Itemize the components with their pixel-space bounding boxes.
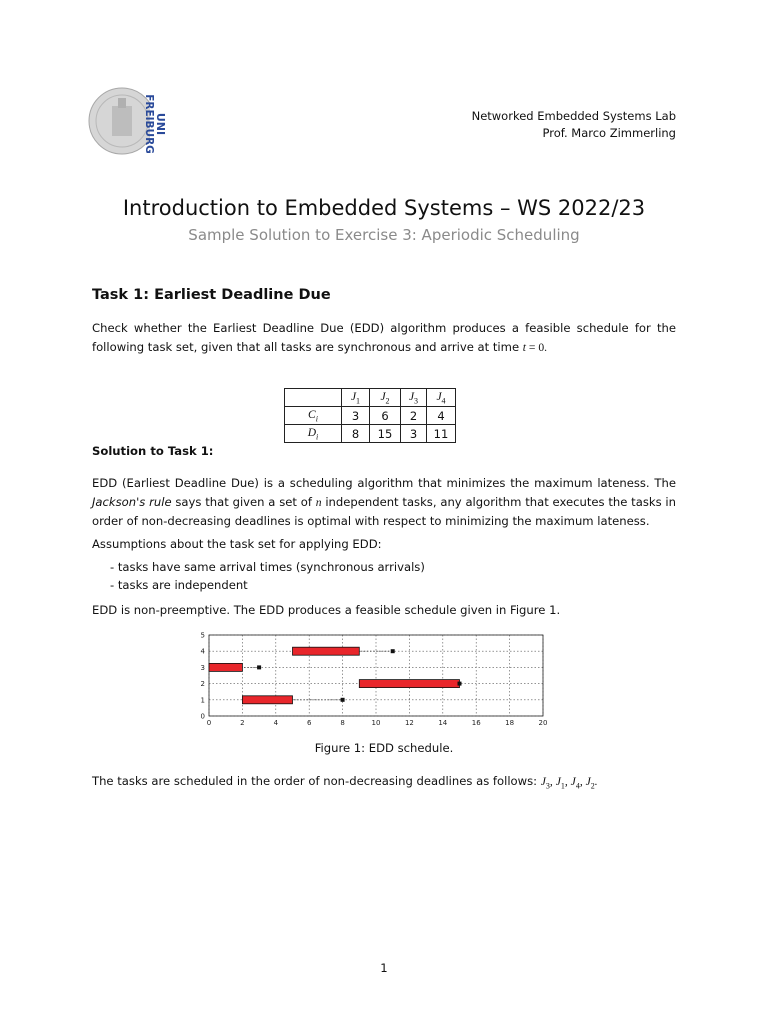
- x-tick-label: 12: [404, 719, 414, 727]
- task-description-text: Check whether the Earliest Deadline Due (EDD) algorithm produces a feasible schedule for the following task set, given that all tasks are synchronous and arrive at time: [92, 321, 676, 354]
- order-list: $J_3$, $J_1$, $J_4$, $J_2$.: [540, 775, 598, 791]
- table-cell: 2: [401, 407, 427, 425]
- assumptions-list: [110, 559, 425, 594]
- jacksons-rule: Jackson's rule: [92, 495, 172, 509]
- x-tick-label: 20: [538, 719, 548, 727]
- page-number: 1: [380, 961, 388, 975]
- x-tick-label: 6: [306, 719, 312, 727]
- x-tick-label: 8: [340, 719, 345, 727]
- task-heading: Task 1: Earliest Deadline Due: [92, 287, 331, 303]
- x-tick-label: 0: [206, 719, 212, 727]
- edd-text-c: independent tasks, any algorithm that executes the tasks in order of non-decreasing deadlines is optimal with respect to minimizing the maximum lateness.: [92, 495, 676, 528]
- logo-text-freiburg: FREIBURG: [143, 94, 155, 154]
- edd-text-b: says that given a set of: [171, 495, 316, 509]
- deadline-marker: [257, 665, 261, 669]
- solution-heading: Solution to Task 1:: [92, 444, 214, 458]
- order-text: The tasks are scheduled in the order of non-decreasing deadlines as follows:: [92, 774, 541, 788]
- logo-text-uni: UNI: [154, 112, 167, 136]
- table-cell: 8: [342, 425, 370, 443]
- table-cell: 4: [427, 407, 456, 425]
- deadline-marker: [458, 682, 462, 686]
- x-tick-label: 2: [240, 719, 245, 727]
- edd-schedule-chart: [195, 628, 555, 728]
- x-tick-label: 14: [438, 719, 448, 727]
- task-description: [92, 319, 676, 357]
- task-set-table: [284, 388, 456, 443]
- order-item: $J_2$: [585, 775, 595, 791]
- order-item: $J_3$: [540, 775, 550, 791]
- edd-explanation: [92, 474, 676, 531]
- page-title: Introduction to Embedded Systems – WS 2022/23: [122, 196, 646, 220]
- table-cell: 3: [342, 407, 370, 425]
- list-item: - tasks have same arrival times (synchronous arrivals): [110, 559, 425, 577]
- row-label-d: $D_i$: [285, 425, 342, 443]
- y-tick-label: 2: [200, 680, 205, 689]
- n-variable: n: [315, 496, 322, 509]
- table-cell: 15: [370, 425, 401, 443]
- schedule-bar: [359, 680, 459, 688]
- x-tick-label: 4: [273, 719, 279, 727]
- y-tick-label: 1: [200, 696, 205, 705]
- lab-name: Networked Embedded Systems Lab: [471, 109, 676, 123]
- x-tick-label: 16: [471, 719, 481, 727]
- y-tick-label: 0: [200, 712, 205, 721]
- schedule-bar: [209, 663, 242, 671]
- table-header-cell: $J_1$: [342, 389, 370, 407]
- table-corner: [285, 389, 342, 407]
- x-tick-label: 10: [371, 719, 381, 727]
- y-tick-label: 3: [200, 663, 205, 672]
- table-header-cell: $J_2$: [370, 389, 401, 407]
- figure-caption: Figure 1: EDD schedule.: [314, 741, 454, 755]
- y-tick-label: 5: [200, 631, 205, 640]
- header-block: [472, 108, 676, 142]
- deadline-marker: [391, 649, 395, 653]
- deadline-marker: [341, 698, 345, 702]
- x-tick-label: 18: [505, 719, 515, 727]
- y-tick-label: 4: [200, 647, 205, 656]
- professor-name: Prof. Marco Zimmerling: [542, 126, 676, 140]
- table-header-cell: $J_4$: [427, 389, 456, 407]
- non-preemptive-note: EDD is non-preemptive. The EDD produces a feasible schedule given in Figure 1.: [92, 603, 561, 617]
- schedule-bar: [293, 647, 360, 655]
- row-label-c: $C_i$: [285, 407, 342, 425]
- time-equals-zero: = 0.: [526, 341, 548, 354]
- table-header-row: [285, 389, 456, 407]
- table-cell: 3: [401, 425, 427, 443]
- table-row: [285, 407, 456, 425]
- table-row: [285, 425, 456, 443]
- order-item: $J_4$: [570, 775, 580, 791]
- table-header-cell: $J_3$: [401, 389, 427, 407]
- time-variable: t: [522, 341, 526, 354]
- list-item: - tasks are independent: [110, 577, 425, 595]
- table-cell: 11: [427, 425, 456, 443]
- schedule-order-sentence: [92, 774, 598, 790]
- assumptions-intro: Assumptions about the task set for applying EDD:: [92, 537, 382, 551]
- order-item: $J_1$: [555, 775, 565, 791]
- page-subtitle: Sample Solution to Exercise 3: Aperiodic Scheduling: [188, 226, 580, 244]
- schedule-bar: [242, 696, 292, 704]
- edd-text-a: EDD (Earliest Deadline Due) is a scheduling algorithm that minimizes the maximum lateness. The: [92, 476, 676, 490]
- university-logo: [88, 84, 168, 158]
- table-cell: 6: [370, 407, 401, 425]
